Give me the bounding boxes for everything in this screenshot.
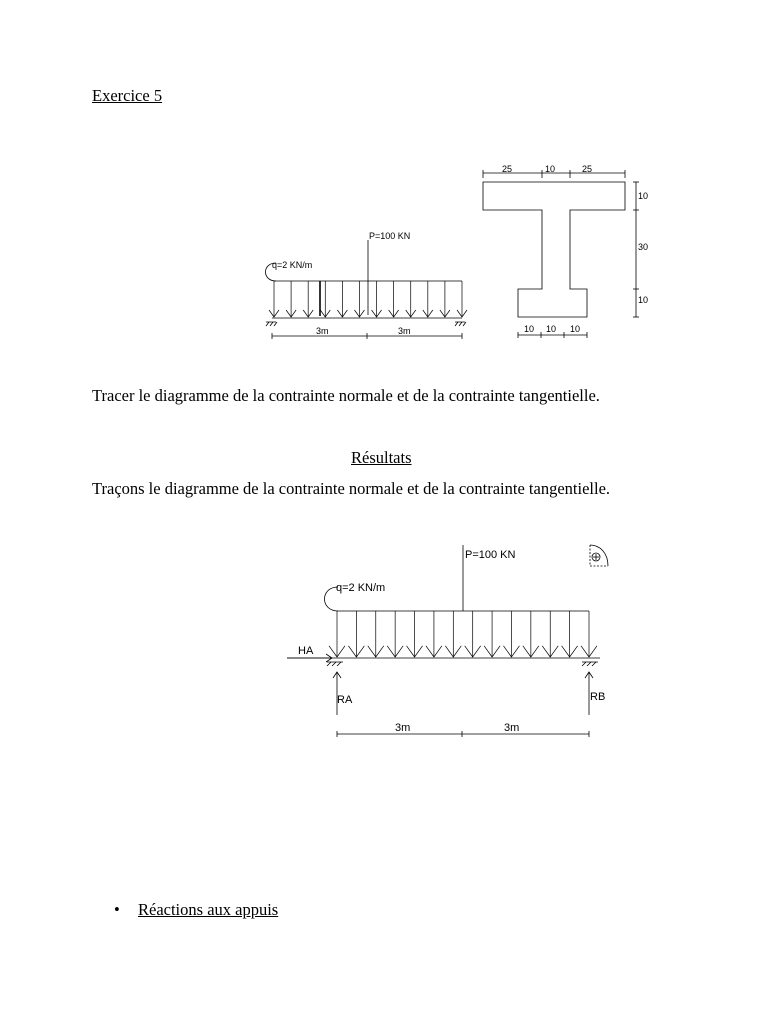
section-right-dim-1: 10: [638, 191, 649, 201]
bullet-dot: •: [114, 900, 120, 919]
fig2-rb-label: RB: [590, 691, 606, 703]
fig1-p-label: P=100 KN: [369, 231, 411, 241]
fig2-p-label: P=100 KN: [465, 549, 516, 561]
results-heading: Résultats: [351, 448, 412, 467]
exercise-instruction: Tracer le diagramme de la contrainte normale et de la contrainte tangentielle.: [92, 386, 600, 405]
fig2-q-label: q=2 KN/m: [336, 582, 386, 594]
fig2-span2-label: 3m: [504, 722, 520, 734]
fig1-span1-label: 3m: [316, 326, 329, 336]
fig2-ra-label: RA: [337, 694, 353, 706]
bullet-reactions: Réactions aux appuis: [138, 900, 279, 919]
section-top-dim-2: 10: [545, 164, 556, 174]
section-right-dim-2: 30: [638, 242, 649, 252]
fig2-ha-label: HA: [298, 645, 314, 657]
section-right-dim-3: 10: [638, 295, 649, 305]
section-bottom-dim-1: 10: [524, 324, 535, 334]
section-top-dim-3: 25: [582, 164, 593, 174]
fig1-q-label: q=2 KN/m: [272, 260, 313, 270]
fig2-span1-label: 3m: [395, 722, 411, 734]
section-bottom-dim-3: 10: [570, 324, 581, 334]
results-intro: Traçons le diagramme de la contrainte normale et de la contrainte tangentielle.: [92, 479, 611, 498]
fig1-span2-label: 3m: [398, 326, 411, 336]
exercise-title: Exercice 5: [92, 86, 163, 105]
section-bottom-dim-2: 10: [546, 324, 557, 334]
section-top-dim-1: 25: [502, 164, 513, 174]
